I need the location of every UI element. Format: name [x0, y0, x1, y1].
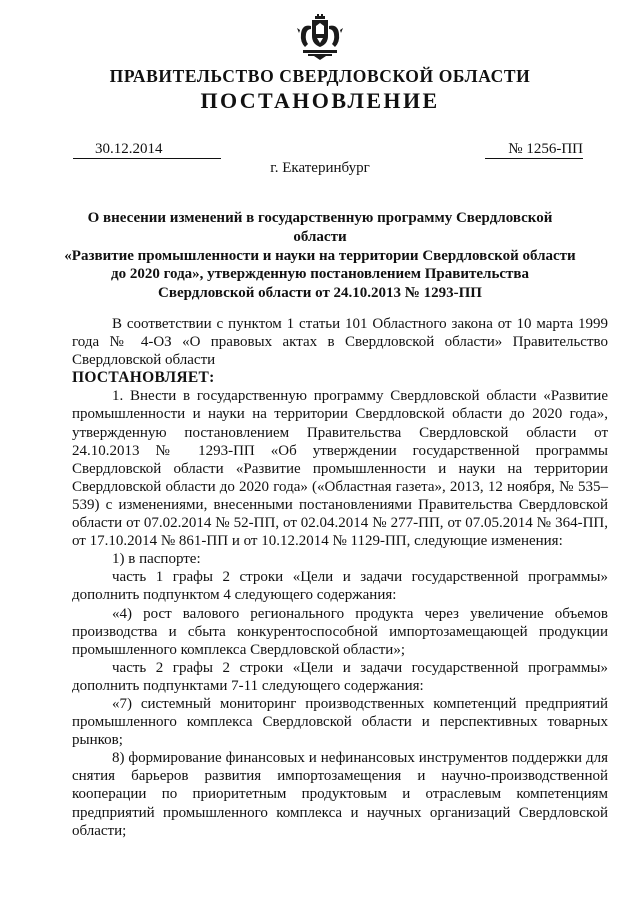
- body-paragraph: «4) рост валового регионального продукта через увеличение объемов производства и сбыта конкурентоспособной импортозамещающей продукции промышленного комплекса Свердловской области»;: [72, 605, 608, 658]
- document-body: [72, 315, 608, 840]
- body-paragraph: часть 1 графы 2 строки «Цели и задачи государственной программы» дополнить подпунктом 4 следующего содержания:: [72, 569, 608, 604]
- body-paragraph: 1) в паспорте:: [112, 551, 201, 568]
- document-type: ПОСТАНОВЛЕНИЕ: [200, 88, 440, 113]
- coat-of-arms-icon: [296, 14, 344, 60]
- document-city: г. Екатеринбург: [270, 160, 370, 176]
- body-paragraph: 8) формирование финансовых и нефинансовых инструментов поддержки для снятия барьеров развития импортозамещения и научно-производственной кооперации по приоритетным продуктовым и отраслевым компетенциям предприятий промышленного комплекса и научных организаций Свердловской области;: [72, 750, 608, 839]
- government-name: ПРАВИТЕЛЬСТВО СВЕРДЛОВСКОЙ ОБЛАСТИ: [109, 66, 531, 86]
- body-paragraph: часть 2 графы 2 строки «Цели и задачи государственной программы» дополнить подпунктами 7-11 следующего содержания:: [72, 659, 608, 694]
- document-title: [60, 209, 580, 303]
- body-paragraph: 1. Внести в государственную программу Свердловской области «Развитие промышленности и науки на территории Свердловской области до 2020 года», утвержденную постановлением Правительства Свердловской области от 24.10.2013 № 1293-ПП «Об утверждении государственной программы Свердловской области «Развитие промышленности и науки на территории Свердловской области до 2020 года» («Областная газета», 2013, 12 ноября, № 535–539) с изменениями, внесенными постановлениями Правительства Свердловской области от 07.02.2014 № 52-ПП, от 02.04.2014 № 277-ПП, от 07.05.2014 № 364-ПП, от 17.10.2014 № 861-ПП и от 10.12.2014 № 1129-ПП, следующие изменения:: [72, 388, 608, 550]
- body-paragraph: «7) системный мониторинг производственных компетенций предприятий промышленного комплекса Свердловской области и перспективных товарных рынков;: [72, 695, 608, 749]
- title-line: Свердловской области от 24.10.2013 № 1293-ПП: [158, 285, 482, 302]
- document-date: 30.12.2014: [73, 141, 221, 159]
- title-line: «Развитие промышленности и науки на территории Свердловской области: [64, 247, 576, 264]
- document-number: № 1256-ПП: [485, 141, 583, 159]
- preamble-paragraph: В соответствии с пунктом 1 статьи 101 Областного закона от 10 марта 1999 года № 4-ОЗ «О правовых актах в Свердловской области» Правительство Свердловской области: [72, 316, 608, 369]
- title-line: до 2020 года», утвержденную постановлением Правительства: [110, 266, 530, 283]
- title-line: О внесении изменений в государственную программу Свердловской области: [87, 210, 553, 245]
- decree-heading: ПОСТАНОВЛЯЕТ:: [72, 369, 215, 387]
